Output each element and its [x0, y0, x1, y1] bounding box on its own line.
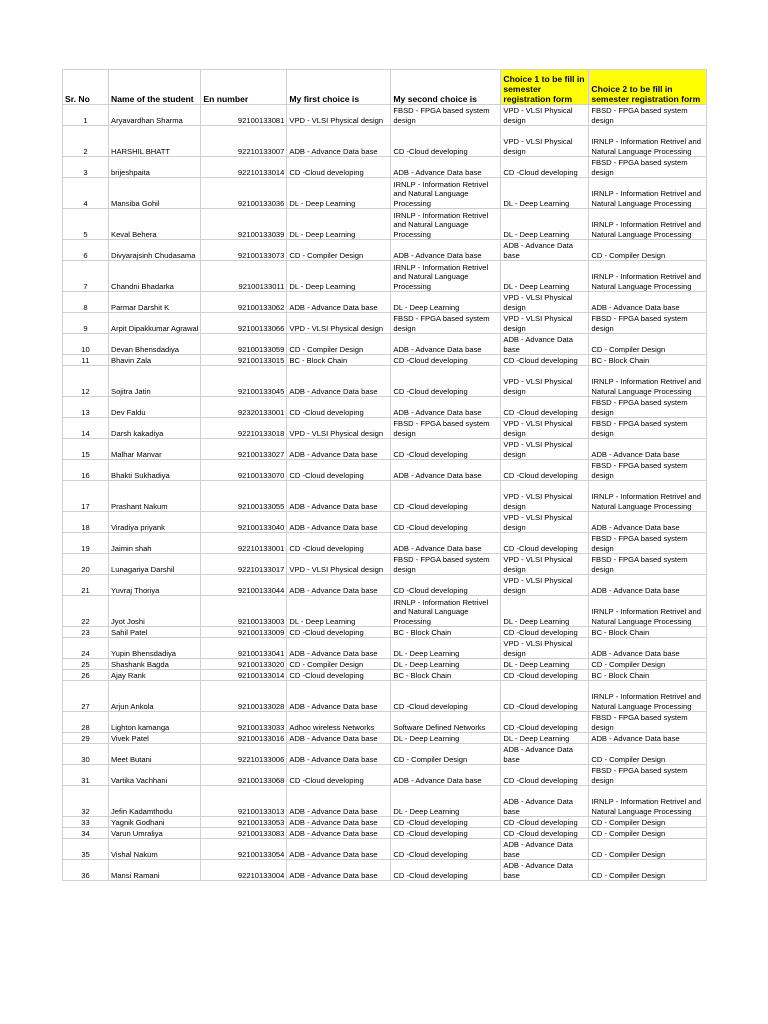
cell-choice-2: ADB - Advance Data base	[589, 439, 707, 460]
cell-sr-no: 25	[63, 659, 109, 670]
cell-first-choice: CD - Compiler Design	[287, 659, 391, 670]
cell-student-name: Divyarajsinh Chudasama	[109, 240, 201, 261]
cell-second-choice: IRNLP - Information Retrivel and Natural Language Processing	[391, 178, 501, 209]
cell-sr-no: 2	[63, 126, 109, 157]
cell-second-choice: Software Defined Networks	[391, 712, 501, 733]
cell-choice-2: ADB - Advance Data base	[589, 638, 707, 659]
cell-second-choice: CD -Cloud developing	[391, 126, 501, 157]
cell-student-name: Arjun Ankola	[109, 681, 201, 712]
cell-first-choice: Adhoc wireless Networks	[287, 712, 391, 733]
table-row	[63, 744, 707, 765]
cell-first-choice: CD -Cloud developing	[287, 627, 391, 638]
cell-choice-2: IRNLP - Information Retrivel and Natural Language Processing	[589, 786, 707, 817]
cell-choice-2: CD - Compiler Design	[589, 828, 707, 839]
cell-choice-1: VPD - VLSI Physical design	[501, 638, 589, 659]
table-row	[63, 366, 707, 397]
cell-en-number: 92100133028	[201, 681, 287, 712]
cell-choice-2: FBSD - FPGA based system design	[589, 460, 707, 481]
cell-choice-1: ADB - Advance Data base	[501, 839, 589, 860]
cell-student-name: Shashank Bagda	[109, 659, 201, 670]
cell-choice-2: IRNLP - Information Retrivel and Natural Language Processing	[589, 178, 707, 209]
cell-second-choice: BC - Block Chain	[391, 670, 501, 681]
table-row	[63, 157, 707, 178]
table-row	[63, 313, 707, 334]
cell-second-choice: IRNLP - Information Retrivel and Natural Language Processing	[391, 261, 501, 292]
cell-choice-1: CD -Cloud developing	[501, 828, 589, 839]
cell-student-name: Darsh kakadiya	[109, 418, 201, 439]
header-first-choice: My first choice is	[287, 70, 391, 105]
cell-en-number: 92100133062	[201, 292, 287, 313]
cell-sr-no: 17	[63, 481, 109, 512]
cell-first-choice: ADB - Advance Data base	[287, 786, 391, 817]
cell-student-name: Keval Behera	[109, 209, 201, 240]
table-row	[63, 240, 707, 261]
cell-en-number: 92210133006	[201, 744, 287, 765]
cell-en-number: 92100133011	[201, 261, 287, 292]
cell-en-number: 92100133014	[201, 670, 287, 681]
cell-student-name: Sojitra Jatin	[109, 366, 201, 397]
cell-first-choice: VPD - VLSI Physical design	[287, 418, 391, 439]
cell-student-name: Malhar Manvar	[109, 439, 201, 460]
table-row	[63, 292, 707, 313]
cell-choice-2: CD - Compiler Design	[589, 817, 707, 828]
cell-en-number: 92100133033	[201, 712, 287, 733]
cell-student-name: Arpit Dipakkumar Agrawal	[109, 313, 201, 334]
table-row	[63, 460, 707, 481]
cell-first-choice: VPD - VLSI Physical design	[287, 313, 391, 334]
cell-second-choice: CD -Cloud developing	[391, 681, 501, 712]
cell-student-name: Lunagariya Darshil	[109, 554, 201, 575]
cell-sr-no: 21	[63, 575, 109, 596]
cell-first-choice: ADB - Advance Data base	[287, 575, 391, 596]
cell-choice-1: DL - Deep Learning	[501, 178, 589, 209]
cell-choice-2: IRNLP - Information Retrivel and Natural Language Processing	[589, 481, 707, 512]
cell-en-number: 92210133001	[201, 533, 287, 554]
cell-choice-2: CD - Compiler Design	[589, 839, 707, 860]
cell-choice-2: FBSD - FPGA based system design	[589, 105, 707, 126]
cell-first-choice: DL - Deep Learning	[287, 261, 391, 292]
cell-second-choice: DL - Deep Learning	[391, 638, 501, 659]
cell-en-number: 92100133013	[201, 786, 287, 817]
cell-first-choice: CD - Compiler Design	[287, 334, 391, 355]
cell-second-choice: FBSD - FPGA based system design	[391, 313, 501, 334]
cell-first-choice: CD -Cloud developing	[287, 460, 391, 481]
cell-en-number: 92100133039	[201, 209, 287, 240]
cell-first-choice: ADB - Advance Data base	[287, 439, 391, 460]
cell-first-choice: ADB - Advance Data base	[287, 839, 391, 860]
cell-choice-2: ADB - Advance Data base	[589, 733, 707, 744]
cell-student-name: Yuvraj Thoriya	[109, 575, 201, 596]
cell-second-choice: ADB - Advance Data base	[391, 334, 501, 355]
cell-en-number: 92100133054	[201, 839, 287, 860]
table-row	[63, 105, 707, 126]
table-row	[63, 439, 707, 460]
table-row	[63, 512, 707, 533]
cell-choice-2: BC - Block Chain	[589, 627, 707, 638]
cell-choice-2: BC - Block Chain	[589, 355, 707, 366]
cell-choice-1: DL - Deep Learning	[501, 209, 589, 240]
cell-sr-no: 36	[63, 860, 109, 881]
cell-choice-2: ADB - Advance Data base	[589, 575, 707, 596]
cell-student-name: Varun Umraliya	[109, 828, 201, 839]
cell-second-choice: CD -Cloud developing	[391, 575, 501, 596]
cell-second-choice: DL - Deep Learning	[391, 733, 501, 744]
cell-en-number: 92210133018	[201, 418, 287, 439]
cell-choice-1: VPD - VLSI Physical design	[501, 366, 589, 397]
cell-student-name: Jyot Joshi	[109, 596, 201, 627]
cell-first-choice: DL - Deep Learning	[287, 596, 391, 627]
cell-student-name: Yupin Bhensdadiya	[109, 638, 201, 659]
cell-sr-no: 4	[63, 178, 109, 209]
table-row	[63, 533, 707, 554]
cell-choice-2: ADB - Advance Data base	[589, 512, 707, 533]
elective-choice-table	[62, 69, 707, 881]
cell-choice-2: FBSD - FPGA based system design	[589, 397, 707, 418]
cell-second-choice: CD -Cloud developing	[391, 860, 501, 881]
cell-first-choice: ADB - Advance Data base	[287, 860, 391, 881]
table-row	[63, 670, 707, 681]
cell-choice-1: DL - Deep Learning	[501, 733, 589, 744]
cell-choice-1: DL - Deep Learning	[501, 596, 589, 627]
cell-choice-2: CD - Compiler Design	[589, 744, 707, 765]
header-choice-2: Choice 2 to be fill in semester registration form	[589, 70, 707, 105]
cell-student-name: Vartika Vachhani	[109, 765, 201, 786]
cell-first-choice: DL - Deep Learning	[287, 209, 391, 240]
cell-choice-2: CD - Compiler Design	[589, 240, 707, 261]
cell-choice-2: CD - Compiler Design	[589, 860, 707, 881]
cell-student-name: brijeshpaita	[109, 157, 201, 178]
cell-student-name: Vivek Patel	[109, 733, 201, 744]
cell-choice-1: ADB - Advance Data base	[501, 860, 589, 881]
cell-second-choice: CD -Cloud developing	[391, 839, 501, 860]
cell-choice-2: FBSD - FPGA based system design	[589, 712, 707, 733]
cell-en-number: 92100133073	[201, 240, 287, 261]
table-row	[63, 481, 707, 512]
cell-student-name: Parmar Darshit K	[109, 292, 201, 313]
cell-choice-2: CD - Compiler Design	[589, 334, 707, 355]
cell-choice-2: IRNLP - Information Retrivel and Natural Language Processing	[589, 261, 707, 292]
cell-student-name: Prashant Nakum	[109, 481, 201, 512]
cell-second-choice: BC - Block Chain	[391, 627, 501, 638]
table-row	[63, 418, 707, 439]
cell-first-choice: ADB - Advance Data base	[287, 366, 391, 397]
cell-first-choice: ADB - Advance Data base	[287, 744, 391, 765]
cell-second-choice: FBSD - FPGA based system design	[391, 105, 501, 126]
cell-sr-no: 32	[63, 786, 109, 817]
table-row	[63, 627, 707, 638]
cell-en-number: 92100133053	[201, 817, 287, 828]
cell-sr-no: 7	[63, 261, 109, 292]
table-row	[63, 209, 707, 240]
cell-sr-no: 20	[63, 554, 109, 575]
cell-second-choice: ADB - Advance Data base	[391, 397, 501, 418]
table-row	[63, 733, 707, 744]
cell-choice-2: FBSD - FPGA based system design	[589, 533, 707, 554]
header-second-choice: My second choice is	[391, 70, 501, 105]
cell-first-choice: DL - Deep Learning	[287, 178, 391, 209]
header-row	[63, 70, 707, 105]
cell-student-name: Mansi Ramani	[109, 860, 201, 881]
cell-student-name: Mansiba Gohil	[109, 178, 201, 209]
cell-choice-1: VPD - VLSI Physical design	[501, 481, 589, 512]
header-en-number: En number	[201, 70, 287, 105]
cell-sr-no: 30	[63, 744, 109, 765]
table-row	[63, 712, 707, 733]
table-row	[63, 596, 707, 627]
cell-sr-no: 3	[63, 157, 109, 178]
table-body	[63, 105, 707, 881]
cell-sr-no: 23	[63, 627, 109, 638]
cell-student-name: Bhakti Sukhadiya	[109, 460, 201, 481]
cell-second-choice: ADB - Advance Data base	[391, 460, 501, 481]
cell-sr-no: 12	[63, 366, 109, 397]
cell-student-name: Aryavardhan Sharma	[109, 105, 201, 126]
cell-second-choice: IRNLP - Information Retrivel and Natural Language Processing	[391, 596, 501, 627]
cell-en-number: 92100133041	[201, 638, 287, 659]
cell-second-choice: CD -Cloud developing	[391, 512, 501, 533]
cell-choice-2: FBSD - FPGA based system design	[589, 554, 707, 575]
cell-sr-no: 31	[63, 765, 109, 786]
cell-first-choice: ADB - Advance Data base	[287, 817, 391, 828]
table-row	[63, 355, 707, 366]
cell-sr-no: 26	[63, 670, 109, 681]
cell-first-choice: BC - Block Chain	[287, 355, 391, 366]
table-row	[63, 786, 707, 817]
table-row	[63, 554, 707, 575]
cell-sr-no: 34	[63, 828, 109, 839]
cell-sr-no: 8	[63, 292, 109, 313]
cell-choice-1: VPD - VLSI Physical design	[501, 105, 589, 126]
table-row	[63, 575, 707, 596]
cell-student-name: Lighton kamanga	[109, 712, 201, 733]
cell-choice-1: CD -Cloud developing	[501, 670, 589, 681]
cell-first-choice: ADB - Advance Data base	[287, 733, 391, 744]
cell-choice-1: ADB - Advance Data base	[501, 786, 589, 817]
cell-en-number: 92100133015	[201, 355, 287, 366]
cell-choice-2: ADB - Advance Data base	[589, 292, 707, 313]
cell-sr-no: 28	[63, 712, 109, 733]
cell-choice-1: DL - Deep Learning	[501, 659, 589, 670]
cell-en-number: 92100133016	[201, 733, 287, 744]
cell-en-number: 92210133004	[201, 860, 287, 881]
cell-choice-1: ADB - Advance Data base	[501, 240, 589, 261]
cell-sr-no: 18	[63, 512, 109, 533]
cell-choice-1: CD -Cloud developing	[501, 765, 589, 786]
cell-second-choice: ADB - Advance Data base	[391, 533, 501, 554]
cell-choice-1: ADB - Advance Data base	[501, 744, 589, 765]
cell-choice-2: BC - Block Chain	[589, 670, 707, 681]
cell-sr-no: 5	[63, 209, 109, 240]
cell-en-number: 92100133036	[201, 178, 287, 209]
cell-first-choice: ADB - Advance Data base	[287, 828, 391, 839]
cell-sr-no: 9	[63, 313, 109, 334]
cell-student-name: Viradiya priyank	[109, 512, 201, 533]
cell-choice-1: VPD - VLSI Physical design	[501, 292, 589, 313]
cell-first-choice: ADB - Advance Data base	[287, 126, 391, 157]
cell-choice-1: VPD - VLSI Physical design	[501, 126, 589, 157]
cell-choice-1: VPD - VLSI Physical design	[501, 313, 589, 334]
cell-student-name: Jaimin shah	[109, 533, 201, 554]
cell-en-number: 92100133059	[201, 334, 287, 355]
table-row	[63, 126, 707, 157]
cell-choice-2: IRNLP - Information Retrivel and Natural Language Processing	[589, 209, 707, 240]
header-sr-no: Sr. No	[63, 70, 109, 105]
cell-choice-2: CD - Compiler Design	[589, 659, 707, 670]
cell-second-choice: CD -Cloud developing	[391, 828, 501, 839]
cell-sr-no: 35	[63, 839, 109, 860]
cell-choice-1: CD -Cloud developing	[501, 712, 589, 733]
cell-en-number: 92100133044	[201, 575, 287, 596]
cell-student-name: Ajay Rank	[109, 670, 201, 681]
cell-en-number: 92320133001	[201, 397, 287, 418]
cell-choice-2: IRNLP - Information Retrivel and Natural Language Processing	[589, 366, 707, 397]
cell-student-name: Devan Bhensdadiya	[109, 334, 201, 355]
cell-first-choice: VPD - VLSI Physical design	[287, 105, 391, 126]
table-row	[63, 261, 707, 292]
cell-student-name: Meet Butani	[109, 744, 201, 765]
cell-sr-no: 6	[63, 240, 109, 261]
cell-choice-1: VPD - VLSI Physical design	[501, 512, 589, 533]
cell-en-number: 92210133014	[201, 157, 287, 178]
table-row	[63, 334, 707, 355]
header-student-name: Name of the student	[109, 70, 201, 105]
cell-choice-1: VPD - VLSI Physical design	[501, 575, 589, 596]
cell-sr-no: 19	[63, 533, 109, 554]
cell-sr-no: 13	[63, 397, 109, 418]
cell-second-choice: FBSD - FPGA based system design	[391, 554, 501, 575]
cell-choice-2: FBSD - FPGA based system design	[589, 313, 707, 334]
cell-second-choice: IRNLP - Information Retrivel and Natural Language Processing	[391, 209, 501, 240]
cell-second-choice: CD - Compiler Design	[391, 744, 501, 765]
cell-second-choice: DL - Deep Learning	[391, 786, 501, 817]
cell-sr-no: 33	[63, 817, 109, 828]
cell-second-choice: ADB - Advance Data base	[391, 765, 501, 786]
cell-choice-2: IRNLP - Information Retrivel and Natural Language Processing	[589, 126, 707, 157]
table-row	[63, 765, 707, 786]
cell-first-choice: CD -Cloud developing	[287, 157, 391, 178]
table-row	[63, 681, 707, 712]
cell-en-number: 92100133040	[201, 512, 287, 533]
cell-en-number: 92100133045	[201, 366, 287, 397]
cell-second-choice: CD -Cloud developing	[391, 481, 501, 512]
cell-choice-2: FBSD - FPGA based system design	[589, 418, 707, 439]
table-row	[63, 839, 707, 860]
cell-choice-2: FBSD - FPGA based system design	[589, 765, 707, 786]
cell-choice-1: VPD - VLSI Physical design	[501, 554, 589, 575]
cell-first-choice: CD -Cloud developing	[287, 670, 391, 681]
cell-choice-1: DL - Deep Learning	[501, 261, 589, 292]
table-row	[63, 817, 707, 828]
cell-student-name: Bhavin Zala	[109, 355, 201, 366]
cell-choice-1: ADB - Advance Data base	[501, 334, 589, 355]
cell-student-name: Yagnik Godhani	[109, 817, 201, 828]
cell-second-choice: ADB - Advance Data base	[391, 240, 501, 261]
cell-second-choice: FBSD - FPGA based system design	[391, 418, 501, 439]
cell-choice-1: VPD - VLSI Physical design	[501, 439, 589, 460]
cell-en-number: 92100133055	[201, 481, 287, 512]
table-row	[63, 860, 707, 881]
cell-first-choice: ADB - Advance Data base	[287, 481, 391, 512]
cell-choice-1: CD -Cloud developing	[501, 681, 589, 712]
cell-choice-1: CD -Cloud developing	[501, 157, 589, 178]
table-row	[63, 828, 707, 839]
cell-en-number: 92100133027	[201, 439, 287, 460]
cell-en-number: 92100133066	[201, 313, 287, 334]
cell-sr-no: 22	[63, 596, 109, 627]
cell-first-choice: ADB - Advance Data base	[287, 512, 391, 533]
cell-first-choice: CD -Cloud developing	[287, 765, 391, 786]
cell-sr-no: 15	[63, 439, 109, 460]
cell-sr-no: 11	[63, 355, 109, 366]
cell-second-choice: DL - Deep Learning	[391, 659, 501, 670]
cell-first-choice: ADB - Advance Data base	[287, 681, 391, 712]
cell-student-name: Sahil Patel	[109, 627, 201, 638]
cell-choice-2: IRNLP - Information Retrivel and Natural Language Processing	[589, 596, 707, 627]
cell-choice-2: FBSD - FPGA based system design	[589, 157, 707, 178]
cell-second-choice: CD -Cloud developing	[391, 355, 501, 366]
cell-sr-no: 14	[63, 418, 109, 439]
cell-en-number: 92100133009	[201, 627, 287, 638]
cell-en-number: 92100133083	[201, 828, 287, 839]
cell-student-name: Dev Faldu	[109, 397, 201, 418]
table-row	[63, 397, 707, 418]
cell-second-choice: CD -Cloud developing	[391, 439, 501, 460]
cell-choice-2: IRNLP - Information Retrivel and Natural Language Processing	[589, 681, 707, 712]
cell-sr-no: 24	[63, 638, 109, 659]
cell-second-choice: DL - Deep Learning	[391, 292, 501, 313]
cell-first-choice: VPD - VLSI Physical design	[287, 554, 391, 575]
table-row	[63, 659, 707, 670]
cell-choice-1: CD -Cloud developing	[501, 533, 589, 554]
cell-first-choice: CD - Compiler Design	[287, 240, 391, 261]
cell-student-name: Vishal Nakum	[109, 839, 201, 860]
cell-first-choice: CD -Cloud developing	[287, 533, 391, 554]
cell-choice-1: VPD - VLSI Physical design	[501, 418, 589, 439]
cell-en-number: 92100133081	[201, 105, 287, 126]
cell-en-number: 92210133017	[201, 554, 287, 575]
cell-sr-no: 29	[63, 733, 109, 744]
cell-first-choice: ADB - Advance Data base	[287, 638, 391, 659]
table-row	[63, 638, 707, 659]
cell-en-number: 92100133003	[201, 596, 287, 627]
cell-choice-1: CD -Cloud developing	[501, 355, 589, 366]
cell-choice-1: CD -Cloud developing	[501, 627, 589, 638]
cell-sr-no: 1	[63, 105, 109, 126]
table-row	[63, 178, 707, 209]
cell-second-choice: ADB - Advance Data base	[391, 157, 501, 178]
header-choice-1: Choice 1 to be fill in semester registration form	[501, 70, 589, 105]
cell-en-number: 92100133070	[201, 460, 287, 481]
cell-student-name: HARSHIL BHATT	[109, 126, 201, 157]
cell-en-number: 92210133007	[201, 126, 287, 157]
cell-sr-no: 10	[63, 334, 109, 355]
cell-student-name: Chandni Bhadarka	[109, 261, 201, 292]
cell-en-number: 92100133020	[201, 659, 287, 670]
cell-second-choice: CD -Cloud developing	[391, 817, 501, 828]
cell-sr-no: 16	[63, 460, 109, 481]
cell-second-choice: CD -Cloud developing	[391, 366, 501, 397]
cell-student-name: Jefin Kadamthodu	[109, 786, 201, 817]
cell-choice-1: CD -Cloud developing	[501, 817, 589, 828]
cell-en-number: 92100133068	[201, 765, 287, 786]
cell-first-choice: ADB - Advance Data base	[287, 292, 391, 313]
cell-sr-no: 27	[63, 681, 109, 712]
cell-choice-1: CD -Cloud developing	[501, 460, 589, 481]
cell-first-choice: CD -Cloud developing	[287, 397, 391, 418]
cell-choice-1: CD -Cloud developing	[501, 397, 589, 418]
